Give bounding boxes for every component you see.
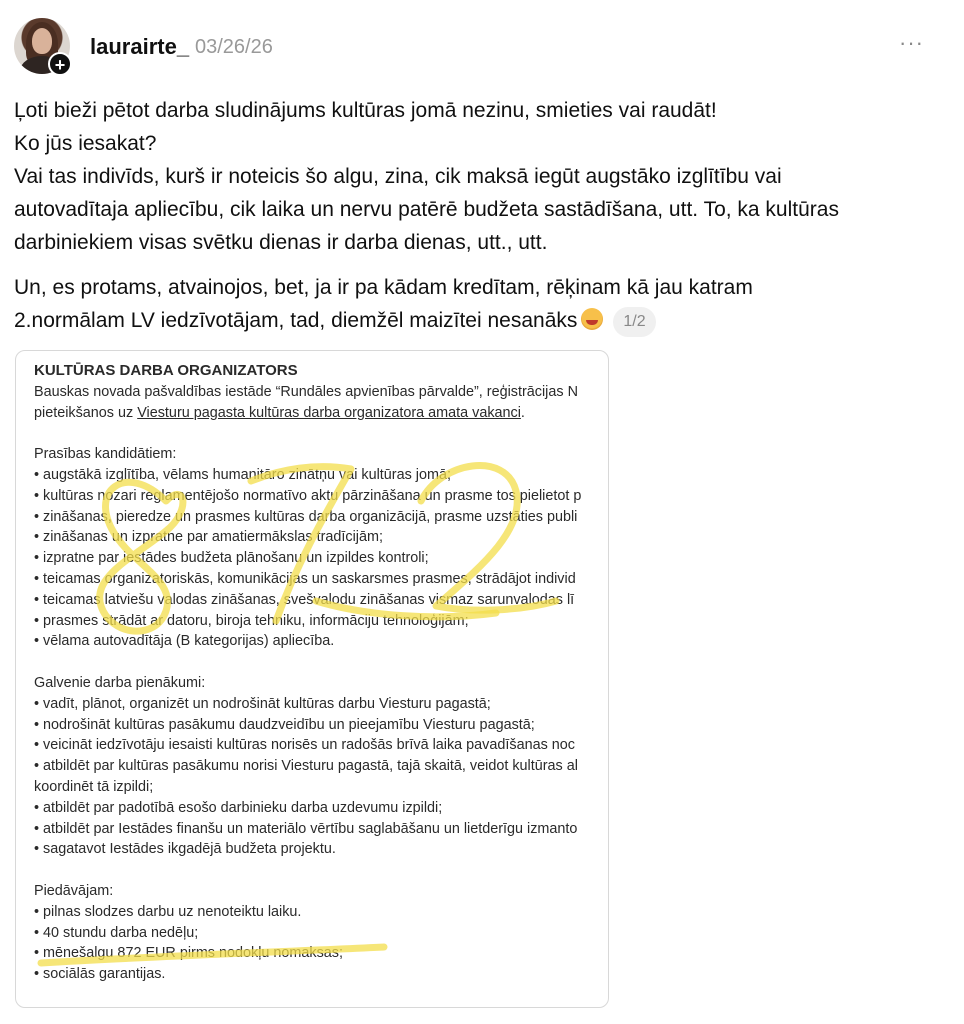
doc-duty-item: • atbildēt par kultūras pasākumu norisi Viesturu pagastā, tajā skaitā, veidot kultūras al xyxy=(34,758,578,775)
doc-duty-item: koordinēt tā izpildi; xyxy=(34,778,154,795)
doc-requirement-item: • teicamas latviešu valodas zināšanas, svešvalodu zināšanas vismaz sarunvalodas lī xyxy=(34,591,575,608)
doc-requirement-item: • izpratne par iestādes budžeta plānošanu un izpildes kontroli; xyxy=(34,550,429,567)
avatar-face xyxy=(32,28,52,54)
doc-duties-heading: Galvenie darba pienākumi: xyxy=(34,674,206,691)
doc-requirement-item: • kultūras nozari reglamentējošo normatīvo aktu pārzināšana un prasme tos pielietot p xyxy=(34,487,582,504)
doc-gap xyxy=(34,423,609,444)
doc-intro-line xyxy=(34,403,609,424)
post-line: Vai tas indivīds, kurš ir noteicis šo algu, zina, cik maksā iegūt augstāko izglītību vai xyxy=(14,165,782,188)
post-line: Ko jūs iesakat? xyxy=(14,132,157,155)
doc-offer-item: • 40 stundu darba nedēļu; xyxy=(34,924,199,941)
post-line-text: 2.normālam LV iedzīvotājam, tad, diemžēl maizītei nesanāks xyxy=(14,309,578,332)
doc-requirement-item: • zināšanas, pieredze un prasmes kultūras darba organizācijā, prasme uzstāties publi xyxy=(34,508,578,525)
doc-salary-item: • mēnešalgu 872 EUR pirms nodokļu nomaksas; xyxy=(34,945,343,962)
post-line: Un, es protams, atvainojos, bet, ja ir pa kādam kredītam, rēķinam kā jau katram xyxy=(14,276,753,299)
follow-plus-button[interactable]: + xyxy=(48,52,72,76)
post-line: Ļoti bieži pētot darba sludinājums kultūras jomā nezinu, smieties vai raudāt! xyxy=(14,99,717,122)
doc-duty-item: • atbildēt par padotībā esošo darbinieku darba uzdevumu izpildi; xyxy=(34,799,443,816)
face-with-tongue-icon xyxy=(581,308,603,330)
doc-duty-item: • nodrošināt kultūras pasākumu daudzveidību un pieejamību Viesturu pagastā; xyxy=(34,716,535,733)
post-timestamp: 03/26/26 xyxy=(195,36,273,58)
doc-requirement-item: • zināšanas un izpratne par amatiermākslas tradīcijām; xyxy=(34,529,383,546)
post-text xyxy=(14,94,934,337)
doc-offer-item: • sociālās garantijas. xyxy=(34,966,166,983)
doc-requirement-item: • vēlama autovadītāja (B kategorijas) apliecība. xyxy=(34,633,335,650)
username[interactable]: laurairte_ xyxy=(90,34,190,59)
post-line-last xyxy=(14,304,934,337)
paragraph-gap xyxy=(14,259,934,271)
image-counter-badge: 1/2 xyxy=(613,307,655,337)
post-line: autovadītaja apliecību, cik laika un nervu patērē budžeta sastādīšana, utt. To, ka kultūras xyxy=(14,198,839,221)
doc-intro-suffix: . xyxy=(520,404,525,421)
doc-requirement-item: • augstākā izglītība, vēlams humanitāro zinātņu vai kultūras jomā; xyxy=(34,466,451,483)
doc-gap xyxy=(34,652,609,673)
doc-vacancy-link: Viesturu pagasta kultūras darba organizatora amata vakanci xyxy=(137,404,521,421)
doc-gap xyxy=(34,860,609,881)
doc-duty-item: • vadīt, plānot, organizēt un nodrošināt kultūras darbu Viesturu pagastā; xyxy=(34,695,491,712)
doc-offer-item: • pilnas slodzes darbu uz nenoteiktu laiku. xyxy=(34,903,302,920)
post-line: darbiniekiem visas svētku dienas ir darba dienas, utt., utt. xyxy=(14,231,548,254)
attached-image[interactable] xyxy=(15,350,609,1008)
job-ad-document xyxy=(34,361,609,985)
more-options-icon[interactable]: ··· xyxy=(899,30,924,55)
doc-requirement-item: • teicamas organizatoriskās, komunikācijas un saskarsmes prasmes, strādājot individ xyxy=(34,570,576,587)
doc-requirements-heading: Prasības kandidātiem: xyxy=(34,446,177,463)
doc-duty-item: • sagatavot Iestādes ikgadējā budžeta projektu. xyxy=(34,841,336,858)
doc-intro-prefix: pieteikšanos uz xyxy=(34,404,138,421)
doc-offer-heading: Piedāvājam: xyxy=(34,882,114,899)
doc-duty-item: • veicināt iedzīvotāju iesaisti kultūras norisēs un radošās brīvā laika pavadīšanas noc xyxy=(34,737,575,754)
doc-duty-item: • atbildēt par Iestādes finanšu un materiālo vērtību saglabāšanu un lietderīgu izmanto xyxy=(34,820,578,837)
doc-requirement-item: • prasmes strādāt ar datoru, biroja tehniku, informāciju tehnoloģijām; xyxy=(34,612,469,629)
doc-intro-line: Bauskas novada pašvaldības iestāde “Rundāles apvienības pārvalde”, reģistrācijas N xyxy=(34,383,578,400)
doc-title: KULTŪRAS DARBA ORGANIZATORS xyxy=(34,362,298,379)
